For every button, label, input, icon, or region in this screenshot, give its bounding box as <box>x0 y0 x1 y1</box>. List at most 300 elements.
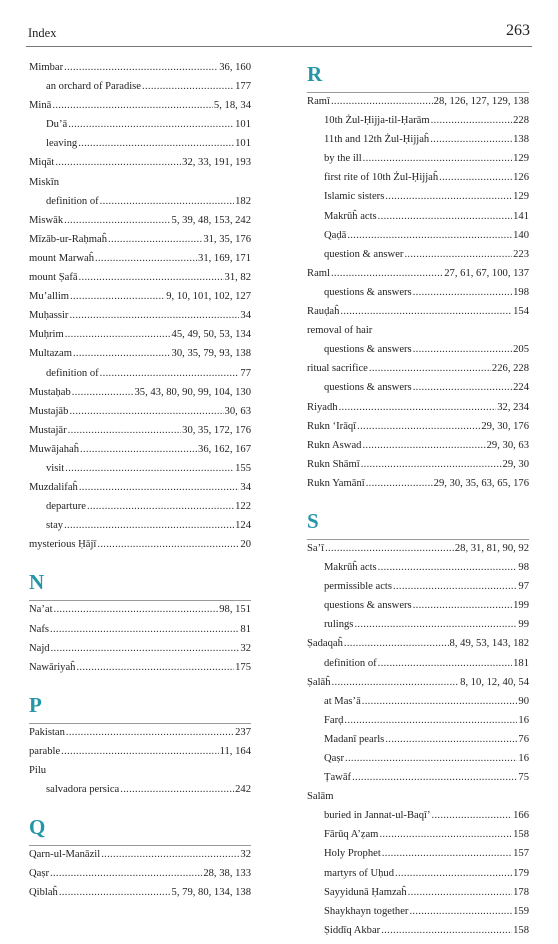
entry-term: Shaykhayn together <box>324 905 409 917</box>
entry-pages: 29, 30, 35, 63, 65, 176 <box>433 477 529 489</box>
entry-pages: 140 <box>513 229 529 241</box>
entry-pages: 30, 35, 79, 93, 138 <box>171 348 251 360</box>
index-subentry <box>307 382 529 401</box>
dot-leader <box>366 478 433 489</box>
dot-leader <box>65 463 234 474</box>
entry-pages: 34 <box>240 482 251 494</box>
entry-pages: 177 <box>235 81 251 93</box>
entry-term: mount Ṣafā <box>29 272 78 284</box>
entry-term: parable <box>29 745 61 757</box>
entry-pages: 28, 31, 81, 90, 92 <box>454 542 529 554</box>
entry-term: Ramī <box>307 96 330 107</box>
index-subentry <box>307 868 529 887</box>
entry-pages: 31, 35, 176 <box>203 233 251 245</box>
entry-pages: 76 <box>518 733 529 745</box>
index-entry <box>307 478 529 497</box>
entry-term: Mu’allim <box>29 291 70 303</box>
index-entry <box>29 746 251 765</box>
entry-pages: 157 <box>513 848 529 860</box>
dot-leader <box>413 287 512 298</box>
entry-pages: 237 <box>235 726 251 738</box>
dot-leader <box>50 624 239 635</box>
entry-term: Sa’ī <box>307 542 325 554</box>
entry-term: Raml <box>307 267 330 279</box>
index-subentry <box>307 172 529 191</box>
index-subentry <box>29 368 251 387</box>
index-subentry <box>307 287 529 306</box>
entry-pages: 138 <box>513 134 529 146</box>
dot-leader <box>378 562 518 573</box>
entry-term: Qarn-ul-Manāzil <box>29 849 101 861</box>
entry-term: Mīzāb-ur-Raḥmaĥ <box>29 233 108 245</box>
entry-pages: 32 <box>240 849 251 861</box>
entry-pages: 32, 234 <box>497 401 529 413</box>
index-subentry <box>307 134 529 153</box>
entry-term: Miswāk <box>29 214 64 226</box>
entry-pages: 5, 79, 80, 134, 138 <box>171 887 251 899</box>
dot-leader <box>439 172 512 183</box>
entry-term: definition of <box>324 657 377 669</box>
dot-leader <box>120 784 234 795</box>
entry-pages: 16 <box>518 714 529 726</box>
index-entry <box>29 272 251 291</box>
letter-heading-label: N <box>29 570 45 595</box>
entry-term: Nafs <box>29 623 50 635</box>
index-entry <box>29 849 251 868</box>
dot-leader <box>55 157 181 168</box>
dot-leader <box>76 662 234 673</box>
entry-pages: 124 <box>235 520 251 532</box>
entry-pages: 224 <box>513 382 529 394</box>
entry-term: Qiblaĥ <box>29 887 58 899</box>
entry-pages: 101 <box>235 119 251 131</box>
index-subentry <box>307 581 529 600</box>
dot-leader <box>339 402 497 413</box>
entry-term: Salām <box>307 791 334 803</box>
entry-term: Qaṣr <box>29 868 50 880</box>
entry-term: 10th Żul-Ḥijja-til-Ḥarām <box>324 115 430 127</box>
index-subentry <box>29 784 251 803</box>
entry-term: questions & answers <box>324 382 412 394</box>
entry-term: question & answer <box>324 248 404 260</box>
running-head: Index <box>28 26 57 40</box>
dot-leader <box>352 772 517 783</box>
dot-leader <box>73 348 171 359</box>
dot-leader <box>413 600 512 611</box>
index-subentry <box>307 191 529 210</box>
index-entry <box>307 325 529 344</box>
index-entry <box>307 638 529 657</box>
entry-pages: 20 <box>240 539 251 551</box>
dot-leader <box>413 382 512 393</box>
dot-leader <box>142 81 234 92</box>
dot-leader <box>381 925 512 936</box>
dot-leader <box>369 363 491 374</box>
entry-term: at Mas’ā <box>324 695 361 707</box>
entry-term: Rukn ‘Irāqī <box>307 420 357 432</box>
entry-term: Muzdalifaĥ <box>29 482 78 494</box>
dot-leader <box>101 849 239 860</box>
index-subentry <box>307 772 529 791</box>
index-entry <box>29 727 251 746</box>
dot-leader <box>432 810 513 821</box>
dot-leader <box>78 138 234 149</box>
entry-term: Sayyidunā Ḥamzaĥ <box>324 886 407 898</box>
entry-term: Ṭawāf <box>324 772 352 784</box>
entry-term: Ṣiddīq Akbar <box>324 924 381 936</box>
letter-heading-label: S <box>307 508 319 533</box>
entry-pages: 179 <box>513 867 529 879</box>
entry-term: definition of <box>46 367 99 379</box>
index-entry <box>29 310 251 329</box>
entry-term: Makrūĥ acts <box>324 562 377 574</box>
entry-term: Muḥassir <box>29 310 69 322</box>
entry-pages: 141 <box>513 210 529 222</box>
index-entry <box>307 96 529 115</box>
dot-leader <box>64 215 170 226</box>
entry-term: Miqāt <box>29 157 55 169</box>
dot-leader <box>385 191 512 202</box>
index-subentry <box>29 501 251 520</box>
entry-pages: 29, 30, 63 <box>486 439 529 451</box>
entry-pages: 159 <box>513 905 529 917</box>
entry-term: questions & answers <box>324 286 412 298</box>
dot-leader <box>87 501 234 512</box>
dot-leader <box>66 727 234 738</box>
index-subentry <box>307 753 529 772</box>
index-subentry <box>29 463 251 482</box>
entry-pages: 166 <box>513 810 529 822</box>
entry-pages: 223 <box>513 248 529 260</box>
dot-leader <box>362 440 485 451</box>
entry-term: Farḍ <box>324 714 344 726</box>
index-subentry <box>307 211 529 230</box>
index-entry <box>29 291 251 310</box>
entry-term: salvadora persica <box>46 784 120 796</box>
entry-pages: 122 <box>235 501 251 513</box>
dot-leader <box>79 482 240 493</box>
index-subentry <box>29 138 251 157</box>
dot-leader <box>79 272 224 283</box>
entry-term: mount Marwaĥ <box>29 252 95 264</box>
index-subentry <box>29 196 251 215</box>
index-entry <box>29 604 251 623</box>
entry-term: Mustaḥab <box>29 386 71 398</box>
index-subentry <box>307 115 529 134</box>
entry-term: Qaṣr <box>324 753 345 764</box>
entry-pages: 34 <box>240 310 251 322</box>
index-entry <box>307 363 529 382</box>
dot-leader <box>378 658 512 669</box>
dot-leader <box>54 604 219 615</box>
entry-term: Mustajār <box>29 424 67 436</box>
index-subentry <box>307 906 529 925</box>
entry-term: Najd <box>29 642 50 654</box>
index-entry <box>29 425 251 444</box>
dot-leader <box>97 539 239 550</box>
dot-leader <box>363 153 512 164</box>
index-subentry <box>307 848 529 867</box>
entry-term: 11th and 12th Żul-Ḥijjaĥ <box>324 134 430 146</box>
dot-leader <box>68 425 181 436</box>
index-entry <box>29 868 251 887</box>
dot-leader <box>95 253 197 264</box>
entry-term: Ṣalāĥ <box>307 676 331 688</box>
entry-term: mysterious Ḥājī <box>29 539 97 551</box>
entry-term: Mustajāb <box>29 405 69 417</box>
entry-term: permissible acts <box>324 581 392 593</box>
entry-pages: 30, 35, 172, 176 <box>182 424 251 436</box>
entry-term: ritual sacrifice <box>307 363 368 375</box>
dot-leader <box>332 677 460 688</box>
entry-term: buried in Jannat-ul-Baqī’ <box>324 810 431 822</box>
dot-leader <box>395 868 512 879</box>
index-subentry <box>307 344 529 363</box>
index-entry <box>307 440 529 459</box>
dot-leader <box>385 734 517 745</box>
entry-term: martyrs of Uḥud <box>324 867 395 879</box>
index-column-left <box>29 62 251 906</box>
entry-term: Na’at <box>29 604 53 616</box>
entry-term: Fārūq A’ẓam <box>324 829 379 841</box>
dot-leader <box>413 344 512 355</box>
index-entry <box>29 253 251 272</box>
entry-pages: 5, 39, 48, 153, 242 <box>171 214 251 226</box>
index-subentry <box>307 600 529 619</box>
header-rule <box>26 46 532 47</box>
index-subentry <box>307 562 529 581</box>
dot-leader <box>408 887 512 898</box>
entry-pages: 199 <box>513 600 529 612</box>
letter-heading <box>29 558 251 600</box>
index-entry <box>29 539 251 558</box>
dot-leader <box>65 329 171 340</box>
index-subentry <box>307 230 529 249</box>
letter-heading-label: P <box>29 692 42 717</box>
entry-term: Rukn Yamānī <box>307 477 365 489</box>
letter-rule <box>29 723 251 724</box>
dot-leader <box>68 119 234 130</box>
index-entry <box>29 62 251 81</box>
index-subentry <box>307 887 529 906</box>
letter-heading <box>29 803 251 845</box>
entry-term: an orchard of Paradise <box>46 81 142 93</box>
dot-leader <box>357 421 480 432</box>
entry-term: Minā <box>29 100 52 112</box>
index-entry <box>29 215 251 234</box>
entry-term: visit <box>46 462 65 474</box>
index-entry <box>307 421 529 440</box>
entry-term: Nawāriyaĥ <box>29 661 76 673</box>
entry-term: Muḥrim <box>29 329 64 341</box>
index-entry <box>29 765 251 784</box>
entry-pages: 36, 160 <box>219 62 251 73</box>
entry-pages: 181 <box>513 657 529 669</box>
entry-pages: 16 <box>518 753 529 764</box>
letter-rule <box>307 539 529 540</box>
entry-pages: 97 <box>518 581 529 593</box>
entry-pages: 77 <box>240 367 251 379</box>
entry-term: Pakistan <box>29 726 65 738</box>
index-entry <box>29 177 251 196</box>
index-subentry <box>307 658 529 677</box>
entry-term: rulings <box>324 619 354 631</box>
index-entry <box>29 348 251 367</box>
entry-pages: 99 <box>518 619 529 631</box>
entry-pages: 242 <box>235 784 251 796</box>
entry-term: questions & answers <box>324 600 412 612</box>
index-column-right <box>307 62 529 944</box>
entry-pages: 205 <box>513 344 529 356</box>
entry-pages: 5, 18, 34 <box>213 100 251 112</box>
dot-leader <box>347 230 512 241</box>
dot-leader <box>61 746 218 757</box>
entry-pages: 81 <box>240 623 251 635</box>
entry-pages: 98, 151 <box>219 604 251 616</box>
entry-pages: 29, 30, 176 <box>481 420 529 432</box>
index-subentry <box>307 925 529 944</box>
entry-pages: 36, 162, 167 <box>198 443 251 455</box>
index-entry <box>29 887 251 906</box>
entry-term: first rite of 10th Żul-Ḥijjaĥ <box>324 172 439 184</box>
letter-heading-label: Q <box>29 815 46 840</box>
dot-leader <box>64 62 218 73</box>
entry-pages: 75 <box>518 772 529 784</box>
index-entry <box>29 100 251 119</box>
entry-pages: 228 <box>513 115 529 127</box>
dot-leader <box>80 444 197 455</box>
entry-pages: 155 <box>235 462 251 474</box>
entry-term: Rukn Shāmī <box>307 458 360 470</box>
entry-pages: 8, 10, 12, 40, 54 <box>460 676 529 688</box>
entry-pages: 31, 82 <box>224 272 251 284</box>
entry-pages: 11, 164 <box>219 745 251 757</box>
dot-leader <box>379 829 512 840</box>
entry-pages: 90 <box>518 695 529 707</box>
entry-pages: 31, 169, 171 <box>198 252 251 264</box>
entry-pages: 175 <box>235 661 251 673</box>
entry-pages: 27, 61, 67, 100, 137 <box>444 267 529 279</box>
entry-pages: 126 <box>513 172 529 184</box>
dot-leader <box>362 696 518 707</box>
entry-pages: 198 <box>513 286 529 298</box>
page-header <box>26 22 532 44</box>
index-entry <box>307 306 529 325</box>
index-subentry <box>29 81 251 100</box>
index-entry <box>29 643 251 662</box>
entry-term: Islamic sisters <box>324 191 385 203</box>
index-entry <box>29 329 251 348</box>
entry-pages: 45, 49, 50, 53, 134 <box>171 329 251 341</box>
entry-term: departure <box>46 501 86 513</box>
dot-leader <box>69 310 239 321</box>
dot-leader <box>108 234 202 245</box>
entry-term: leaving <box>46 138 78 150</box>
index-entry <box>29 406 251 425</box>
index-entry <box>307 402 529 421</box>
dot-leader <box>340 306 512 317</box>
entry-term: Holy Prophet <box>324 848 381 860</box>
dot-leader <box>404 249 512 260</box>
entry-term: removal of hair <box>307 325 373 337</box>
entry-pages: 158 <box>513 924 529 936</box>
entry-pages: 129 <box>513 153 529 165</box>
dot-leader <box>431 115 512 126</box>
entry-pages: 9, 10, 101, 102, 127 <box>166 291 251 303</box>
entry-pages: 158 <box>513 829 529 841</box>
dot-leader <box>70 291 165 302</box>
dot-leader <box>52 100 213 111</box>
letter-heading <box>307 62 529 92</box>
entry-pages: 29, 30 <box>502 458 529 470</box>
dot-leader <box>393 581 517 592</box>
letter-rule <box>307 92 529 93</box>
dot-leader <box>344 715 517 726</box>
entry-pages: 182 <box>235 195 251 207</box>
dot-leader <box>50 868 202 879</box>
index-entry <box>29 387 251 406</box>
dot-leader <box>100 368 240 379</box>
index-subentry <box>29 520 251 539</box>
index-entry <box>307 677 529 696</box>
index-entry <box>307 791 529 810</box>
index-subentry <box>307 619 529 638</box>
letter-heading-label: R <box>307 62 323 86</box>
entry-term: questions & answers <box>324 344 412 356</box>
dot-leader <box>409 906 512 917</box>
dot-leader <box>382 848 512 859</box>
index-entry <box>29 662 251 681</box>
index-subentry <box>307 734 529 753</box>
entry-term: stay <box>46 520 64 532</box>
dot-leader <box>378 211 512 222</box>
letter-heading <box>307 497 529 539</box>
index-subentry <box>307 810 529 829</box>
index-entry <box>29 157 251 176</box>
entry-term: Pilu <box>29 765 47 776</box>
entry-pages: 30, 63 <box>224 405 251 417</box>
entry-term: Qaḍā <box>324 229 347 241</box>
index-entry <box>29 444 251 463</box>
entry-pages: 32 <box>240 642 251 654</box>
entry-pages: 101 <box>235 138 251 150</box>
entry-pages: 129 <box>513 191 529 203</box>
dot-leader <box>361 459 502 470</box>
entry-term: Du’ā <box>46 119 68 131</box>
entry-term: Mimbar <box>29 62 64 73</box>
entry-pages: 178 <box>513 886 529 898</box>
index-entry <box>29 624 251 643</box>
entry-pages: 35, 43, 80, 90, 99, 104, 130 <box>134 386 251 398</box>
dot-leader <box>69 406 223 417</box>
entry-term: Riyadh <box>307 401 338 413</box>
dot-leader <box>331 96 433 107</box>
entry-term: Miskīn <box>29 176 60 188</box>
dot-leader <box>345 753 517 764</box>
dot-leader <box>344 638 449 649</box>
dot-leader <box>72 387 134 398</box>
page-number: 263 <box>506 22 530 39</box>
dot-leader <box>354 619 517 630</box>
dot-leader <box>51 643 240 654</box>
index-entry <box>29 234 251 253</box>
entry-term: Ṣadaqaĥ <box>307 638 343 650</box>
letter-rule <box>29 845 251 846</box>
entry-term: Multazam <box>29 348 72 360</box>
dot-leader <box>100 196 234 207</box>
entry-term: Muwājahaĥ <box>29 443 80 455</box>
entry-pages: 154 <box>513 306 529 318</box>
